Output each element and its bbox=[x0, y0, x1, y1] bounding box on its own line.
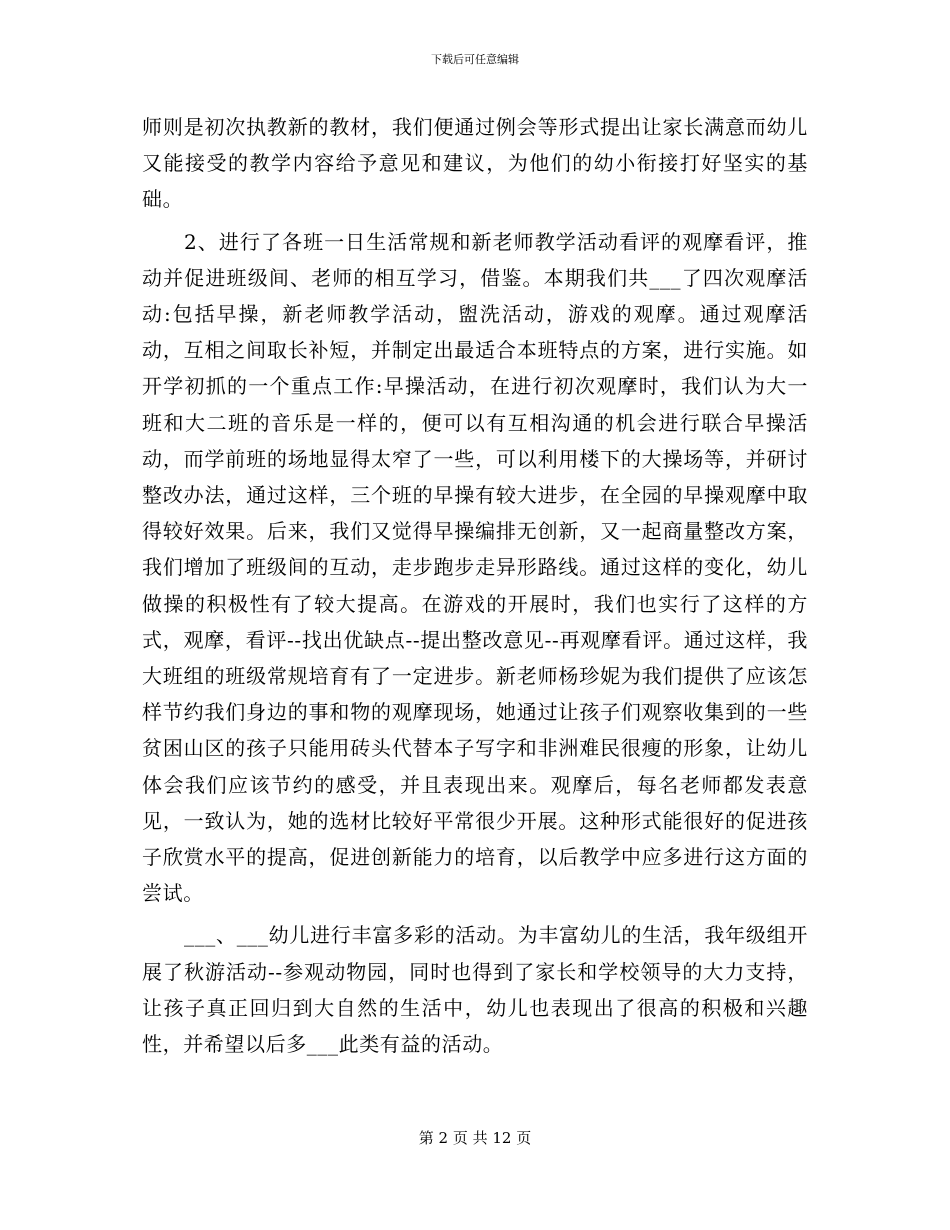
page-header-note: 下载后可任意编辑 bbox=[431, 53, 519, 66]
paragraph-outing-activities: ___、___幼儿进行丰富多彩的活动。为丰富幼儿的生活，我年级组开展了秋游活动--参观动物园，同时也得到了家长和学校领导的大力支持，让孩子真正回归到大自然的生活中，幼儿也表现出了很高的积极和兴趣性，并希望以后多___此类有益的活动。 bbox=[142, 923, 808, 1057]
page-number: 第 2 页 共 12 页 bbox=[418, 1129, 532, 1147]
document-body bbox=[142, 109, 808, 1062]
paragraph-observation-activities: 2、进行了各班一日生活常规和新老师教学活动看评的观摩看评，推动并促进班级间、老师的相互学习，借鉴。本期我们共___了四次观摩活动:包括早操，新老师教学活动，盥洗活动，游戏的观摩。通过观摩活动，互相之间取长补短，并制定出最适合本班特点的方案，进行实施。如开学初抓的一个重点工作:早操活动，在进行初次观摩时，我们认为大一班和大二班的音乐是一样的，便可以有互相沟通的机会进行联合早操活动，而学前班的场地显得太窄了一些，可以利用楼下的大操场等，并研讨整改办法，通过这样，三个班的早操有较大进步，在全园的早操观摩中取得较好效果。后来，我们又觉得早操编排无创新，又一起商量整改方案，我们增加了班级间的互动，走步跑步走异形路线。通过这样的变化，幼儿做操的积极性有了较大提高。在游戏的开展时，我们也实行了这样的方式，观摩，看评--找出优缺点--提出整改意见--再观摩看评。通过这样，我大班组的班级常规培育有了一定进步。新老师杨珍妮为我们提供了应该怎样节约我们身边的事和物的观摩现场，她通过让孩子们观察收集到的一些贫困山区的孩子只能用砖头代替本子写字和非洲难民很瘦的形象，让幼儿体会我们应该节约的感受，并且表现出来。观摩后，每名老师都发表意见，一致认为，她的选材比较好平常很少开展。这种形式能很好的促进孩子欣赏水平的提高，促进创新能力的培育，以后教学中应多进行这方面的尝试。 bbox=[142, 229, 808, 906]
paragraph-continuation: 师则是初次执教新的教材，我们便通过例会等形式提出让家长满意而幼儿又能接受的教学内容给予意见和建议，为他们的幼小衔接打好坚实的基础。 bbox=[142, 115, 808, 212]
